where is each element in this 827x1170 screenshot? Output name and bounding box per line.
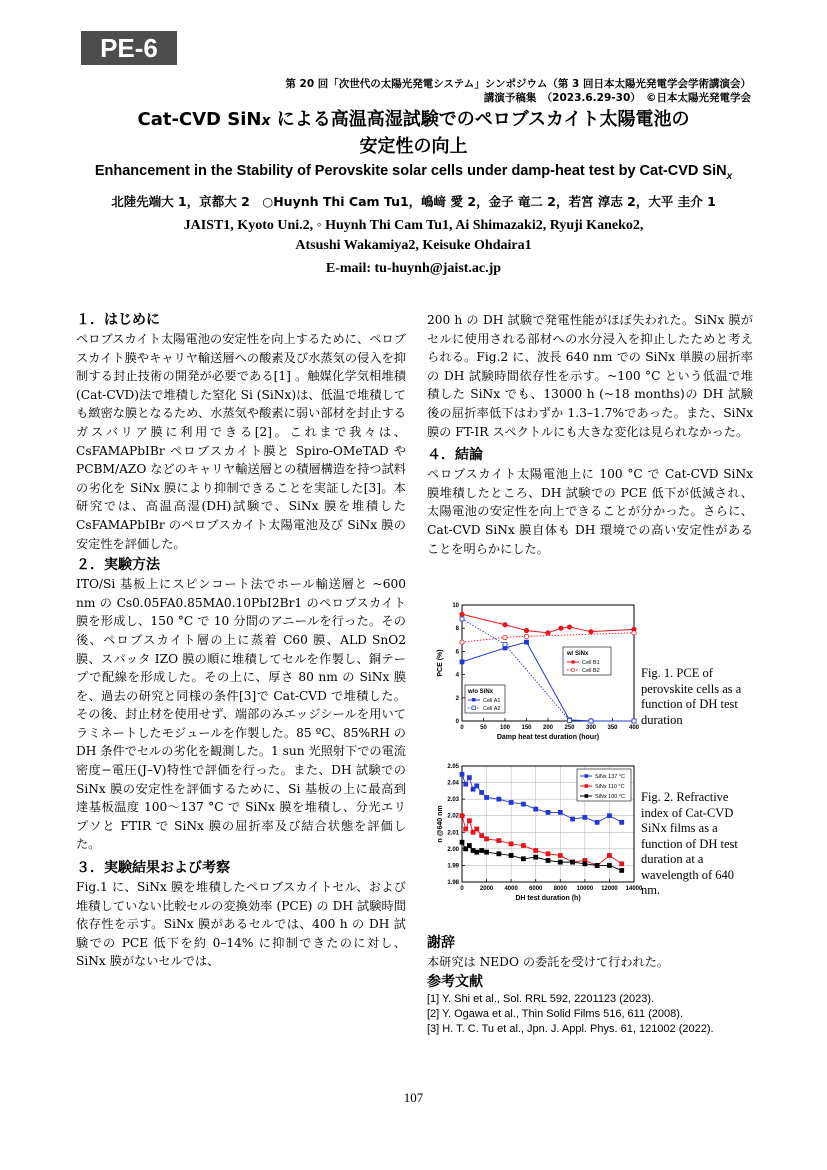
data-point xyxy=(525,640,529,644)
data-point xyxy=(620,862,624,866)
y-tick-label: 2.02 xyxy=(447,813,459,820)
x-tick-label: 14000 xyxy=(625,886,643,892)
data-point xyxy=(589,719,593,723)
y-tick-label: 1.98 xyxy=(447,880,459,886)
figure-1-pce-chart xyxy=(427,597,640,747)
data-point xyxy=(503,635,507,639)
y-tick-label: 6 xyxy=(455,649,459,656)
data-point xyxy=(485,795,489,799)
legend-label: Cell B1 xyxy=(582,660,600,666)
x-axis-label: DH test duration (h) xyxy=(515,895,581,902)
data-point xyxy=(503,623,507,627)
data-point xyxy=(632,719,636,723)
section-heading-results: ３．実験結果および考察 xyxy=(76,860,230,877)
x-tick-label: 100 xyxy=(499,725,511,731)
x-tick-label: 200 xyxy=(542,725,554,731)
x-tick-label: 50 xyxy=(480,725,487,731)
y-tick-label: 2 xyxy=(455,695,459,702)
legend-marker xyxy=(585,774,589,778)
legend-marker xyxy=(571,660,575,664)
back-matter xyxy=(427,933,757,1037)
x-tick-label: 12000 xyxy=(601,886,618,892)
x-tick-label: 8000 xyxy=(553,886,567,892)
data-point xyxy=(607,814,611,818)
y-tick-label: 2.01 xyxy=(447,830,459,837)
data-point xyxy=(467,776,471,780)
y-tick-label: 2.03 xyxy=(447,797,459,804)
data-point xyxy=(467,844,471,848)
y-tick-label: 1.99 xyxy=(447,863,459,870)
x-tick-label: 0 xyxy=(460,886,464,892)
legend-label: SiNx 137 °C xyxy=(595,774,626,780)
data-point xyxy=(595,820,599,824)
x-tick-label: 0 xyxy=(460,725,464,731)
x-tick-label: 4000 xyxy=(504,886,518,892)
data-point xyxy=(503,642,507,646)
email: E-mail: tu-huynh@jaist.ac.jp xyxy=(325,261,502,276)
data-point xyxy=(546,852,550,856)
y-tick-label: 0 xyxy=(455,719,459,725)
data-point xyxy=(485,850,489,854)
data-point xyxy=(464,782,468,786)
data-point xyxy=(480,791,484,795)
data-point xyxy=(460,660,464,664)
data-point xyxy=(571,860,575,864)
x-tick-label: 400 xyxy=(628,725,640,731)
data-point xyxy=(524,628,528,632)
data-point xyxy=(509,800,513,804)
left-column xyxy=(76,310,406,971)
data-point xyxy=(460,612,464,616)
data-point xyxy=(464,827,468,831)
legend-label: Cell B2 xyxy=(582,668,600,674)
x-tick-label: 350 xyxy=(607,725,618,731)
reference-3: [3] H. T. C. Tu et al., Jpn. J. Appl. Phys. 61, 121002 (2022). xyxy=(427,1022,714,1035)
y-tick-label: 4 xyxy=(455,672,459,679)
data-point xyxy=(583,815,587,819)
data-point xyxy=(595,863,599,867)
data-point xyxy=(460,617,464,621)
data-point xyxy=(480,849,484,853)
data-point xyxy=(475,784,479,788)
x-tick-label: 300 xyxy=(585,725,597,731)
reference-2: [2] Y. Ogawa et al., Thin Solid Films 516, 611 (2008). xyxy=(427,1007,683,1020)
y-tick-label: 10 xyxy=(452,603,459,609)
data-point xyxy=(568,718,572,722)
authors-english: JAIST1, Kyoto Uni.2, ◦ Huynh Thi Cam Tu1, Ai Shimazaki2, Ryuji Kaneko2, Atsushi Wakamiya2, Keisuke Ohdaira1 E-mail: tu-huynh@jaist.ac.jp xyxy=(60,216,767,279)
x-tick-label: 10000 xyxy=(576,886,594,892)
intro-paragraph: ペロブスカイト太陽電池の安定性を向上するために、ペロブスカイト膜やキャリヤ輸送層への酸素及び水蒸気の侵入を抑制する封止技術の開発が必要である[1] 。触媒化学気相堆積(Cat-CVD)法で堆積した窒化 Si (SiNx)は、低温で堆積しても緻密な膜となるため、水蒸気や酸素に弱い部材を封止するガスバリア膜に利用できる[2]。これまで我々は、CsFAMAPbIBr ペロブスカイト膜と Spiro-OMeTAD や PCBM/AZO などのキャリヤ輸送層との積層構造を持つ試料の劣化を SiNx 膜により抑制できることを実証した[3]。本研究では、高温高湿(DH)試験で、SiNx 膜を堆積した CsFAMAPbIBr のペロブスカイト太陽電池及び SiNx 膜の安定性を評価した。 xyxy=(76,332,406,551)
data-point xyxy=(475,827,479,831)
conclusion-paragraph: ペロブスカイト太陽電池上に 100 °C で Cat-CVD SiNx 膜堆積したところ、DH 試験での PCE 低下が低減され、太陽電池の安定性を向上できることが分かった。さらに、Cat-CVD SiNx 膜自体も DH 環境での高い安定性があることを明らかにした。 xyxy=(427,467,753,556)
x-tick-label: 150 xyxy=(521,725,532,731)
data-point xyxy=(509,853,513,857)
data-point xyxy=(534,849,538,853)
data-point xyxy=(521,857,525,861)
acknowledgement-heading: 謝辞 xyxy=(427,935,455,951)
y-tick-label: 2.04 xyxy=(447,780,459,787)
data-point xyxy=(521,844,525,848)
data-point xyxy=(460,840,464,844)
data-point xyxy=(607,853,611,857)
data-point xyxy=(558,853,562,857)
data-point xyxy=(546,810,550,814)
x-axis-label: Damp heat test duration (hour) xyxy=(496,734,600,741)
data-point xyxy=(467,819,471,823)
y-tick-label: 2.05 xyxy=(447,764,459,770)
legend-marker xyxy=(472,698,476,702)
conference-line-1: 第 20 回「次世代の太陽光発電システム」シンポジウム（第 3 回日本太陽光発電学会学術講演会） xyxy=(285,78,751,90)
y-axis-label: PCE (%) xyxy=(437,649,444,677)
data-point xyxy=(589,629,593,633)
data-point xyxy=(546,631,550,635)
data-point xyxy=(485,837,489,841)
data-point xyxy=(583,862,587,866)
data-point xyxy=(571,817,575,821)
data-point xyxy=(497,852,501,856)
legend-label: SiNx 110 °C xyxy=(595,784,625,790)
figure-2-refractive-index-chart xyxy=(427,760,643,910)
acknowledgement-text: 本研究は NEDO の委託を受けて行われた。 xyxy=(427,955,670,969)
data-point xyxy=(475,850,479,854)
x-tick-label: 2000 xyxy=(479,886,494,892)
series-line xyxy=(462,614,634,633)
data-point xyxy=(620,820,624,824)
data-point xyxy=(620,868,624,872)
y-tick-label: 8 xyxy=(455,626,459,633)
title-japanese: Cat-CVD SiNx による高温高湿試験でのペロブスカイト太陽電池の 安定性の向上 xyxy=(137,109,690,157)
page-number: 107 xyxy=(403,1090,424,1105)
data-point xyxy=(480,834,484,838)
legend-marker xyxy=(585,784,589,788)
session-badge: PE-6 xyxy=(81,31,177,65)
references-heading: 参考文献 xyxy=(427,973,483,990)
legend-marker xyxy=(472,706,476,710)
authors-japanese: 北陸先端大 1，京都大 2 ○Huynh Thi Cam Tu1，嶋﨑 愛 2，金子 竜二 2，若宮 淳志 2，大平 圭介 1 xyxy=(111,194,716,209)
conference-line-2: 講演予稿集 （2023.6.29-30） ©日本太陽光発電学会 xyxy=(483,92,751,104)
right-column xyxy=(427,311,753,558)
data-point xyxy=(460,814,464,818)
data-point xyxy=(567,625,571,629)
data-point xyxy=(509,842,513,846)
data-point xyxy=(534,807,538,811)
legend-label: Cell A1 xyxy=(483,698,501,704)
data-point xyxy=(460,640,464,644)
data-point xyxy=(558,810,562,814)
figure-2-caption: Fig. 2. Refractive index of Cat-CVD SiNx films as a function of DH test duration at a wavelength of 640 nm. xyxy=(641,790,738,897)
title-english: Enhancement in the Stability of Perovskite solar cells under damp-heat test by Cat-CVD SiN$_x$ xyxy=(94,163,733,182)
data-point xyxy=(632,631,636,635)
results-paragraph-cont: 200 h の DH 試験で発電性能がほぼ失われた。SiNx 膜がセルに使用される部材への水分浸入を抑止したためと考えられる。Fig.2 に、波長 640 nm での SiNx 単膜の屈折率の DH 試験時間依存性を示す。~100 °C という低温で堆積した SiNx でも、13000 h (~18 months)の DH 試験後の屈折率低下はわずか 1.3–1.7%であった。また、SiNx 膜の FT-IR スペクトルにも大きな変化は見られなかった。 xyxy=(427,313,753,439)
y-tick-label: 2.00 xyxy=(447,846,459,853)
data-point xyxy=(521,802,525,806)
data-point xyxy=(558,860,562,864)
y-axis-label: n @640 nm xyxy=(437,805,444,843)
data-point xyxy=(460,772,464,776)
data-point xyxy=(546,858,550,862)
x-tick-label: 250 xyxy=(564,725,575,731)
legend-label: Cell A2 xyxy=(483,706,501,712)
data-point xyxy=(497,797,501,801)
data-point xyxy=(524,634,528,638)
method-paragraph: ITO/Si 基板上にスピンコート法でホール輸送層と ~600 nm の Cs0.05FA0.85MA0.10PbI2Br1 のペロブスカイト膜を形成し、150 °C で 10 分間のアニールを行った。その後、ペロブスカイト層の上に蒸着 C60 膜、ALD SnO2 膜、スパッタ IZO 膜の順に堆積してセルを作製し、銅テープで配線を形成した。その上に、厚さ 80 nm の SiNx 膜を、過去の研究と同様の条件[3]で Cat-CVD で堆積した。その後、封止材を使用せず、端部のみエッジシールを用いてラミネートしたモジュールを作製した。85 ºC、85%RH の DH 条件でセルの劣化を観測した。1 sun 光照射下での電流密度−電圧(J–V)特性で評価を行った。また、DH 試験での SiNx 膜の安定性を評価するために、Si 基板の上に最高到達基板温度 100～137 °C で SiNx 膜を堆積し、分光エリプソと FTIR で SiNx 膜の屈折率及び結合状態を評価した。 xyxy=(76,577,406,852)
data-point xyxy=(534,855,538,859)
x-tick-label: 6000 xyxy=(529,886,543,892)
legend-label: SiNx 100 °C xyxy=(595,794,626,800)
data-point xyxy=(559,626,563,630)
section-heading-conclusion: ４．結論 xyxy=(427,447,483,464)
results-paragraph: Fig.1 に、SiNx 膜を堆積したペロブスカイトセル、および堆積していない比較セルの変換効率 (PCE) の DH 試験時間依存性を示す。SiNx 膜があるセルでは、400 h の DH 試験での PCE 低下を約 0–14% に抑制できたのに対し、SiNx 膜がないセルでは、 xyxy=(76,880,406,969)
legend-marker xyxy=(571,668,575,672)
legend-title: w/ SiNx xyxy=(567,651,589,657)
data-point xyxy=(607,863,611,867)
data-point xyxy=(497,839,501,843)
legend-marker xyxy=(585,794,589,798)
reference-1: [1] Y. Shi et al., Sol. RRL 592, 2201123 (2023). xyxy=(427,992,655,1005)
figure-1-caption: Fig. 1. PCE of perovskite cells as a function of DH test duration xyxy=(641,666,742,727)
legend-title: w/o SiNx xyxy=(468,689,494,695)
section-heading-method: ２．実験方法 xyxy=(76,557,160,574)
section-heading-intro: １．はじめに xyxy=(76,312,160,328)
